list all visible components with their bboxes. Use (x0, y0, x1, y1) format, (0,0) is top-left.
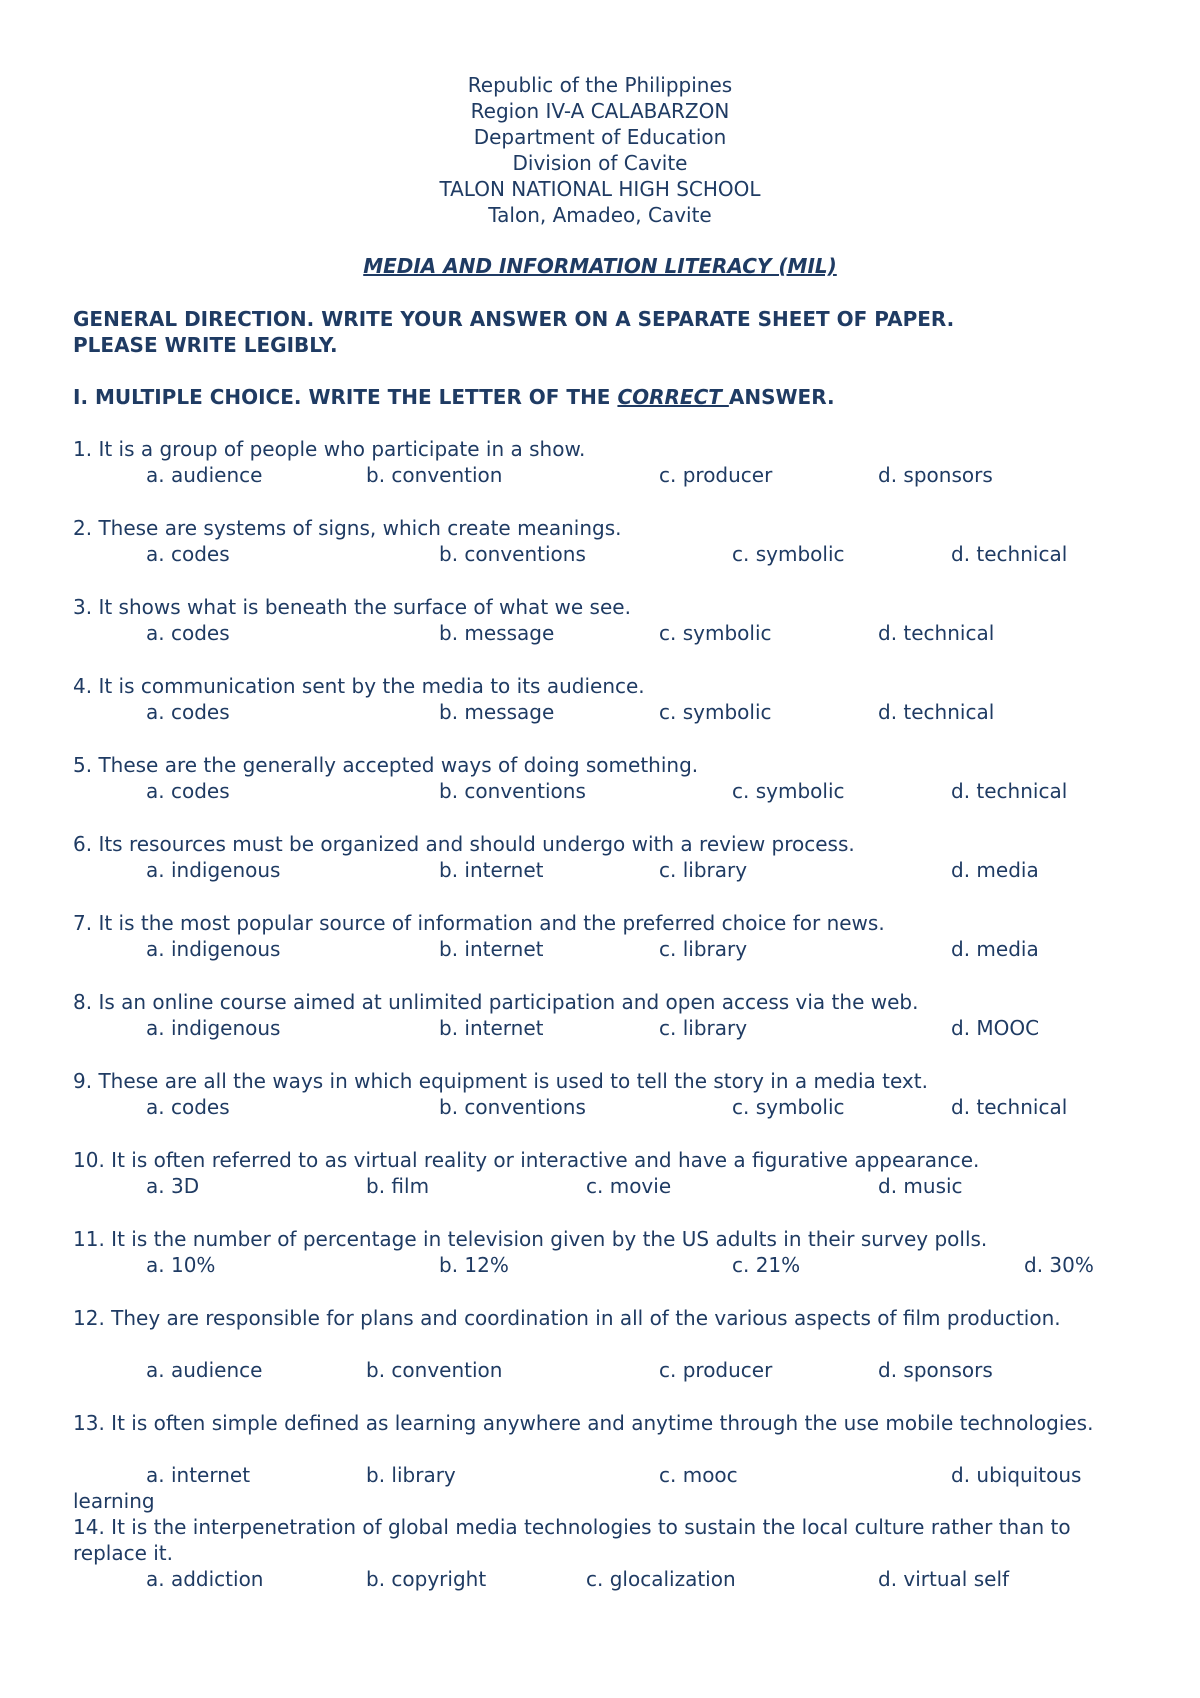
q7-option-b: b. internet (439, 937, 544, 961)
question-4: 4. It is communication sent by the media to its audience. (73, 674, 645, 698)
q9-option-b: b. conventions (439, 1095, 586, 1119)
q7-option-d: d. media (951, 937, 1039, 961)
q5-option-d: d. technical (951, 779, 1068, 803)
q3-option-a: a. codes (146, 621, 230, 645)
section-heading-emphasis: CORRECT (617, 385, 729, 409)
section-heading-tail: ANSWER. (728, 385, 835, 409)
q11-option-c: c. 21% (732, 1253, 801, 1277)
question-6: 6. Its resources must be organized and should undergo with a review process. (73, 832, 855, 856)
question-14: 14. It is the interpenetration of global media technologies to sustain the local culture rather than to replace it. (73, 1515, 1071, 1565)
general-direction-line2: PLEASE WRITE LEGIBLY. (73, 333, 338, 357)
q12-option-a: a. audience (146, 1358, 263, 1382)
q12-option-d: d. sponsors (878, 1358, 993, 1382)
q10-option-b: b. film (366, 1174, 430, 1198)
q4-option-d: d. technical (878, 700, 995, 724)
q12-option-c: c. producer (659, 1358, 773, 1382)
question-10: 10. It is often referred to as virtual reality or interactive and have a figurative appearance. (73, 1148, 980, 1172)
question-7: 7. It is the most popular source of information and the preferred choice for news. (73, 911, 885, 935)
q10-option-a: a. 3D (146, 1174, 200, 1198)
q5-option-b: b. conventions (439, 779, 586, 803)
header-school: TALON NATIONAL HIGH SCHOOL (439, 177, 761, 201)
header-region: Region IV-A CALABARZON (470, 99, 730, 123)
question-2: 2. These are systems of signs, which create meanings. (73, 516, 622, 540)
question-5: 5. These are the generally accepted ways of doing something. (73, 753, 699, 777)
exam-title: MEDIA AND INFORMATION LITERACY (MIL) (363, 254, 837, 278)
q6-option-b: b. internet (439, 858, 544, 882)
q2-option-c: c. symbolic (732, 542, 845, 566)
q11-option-b: b. 12% (439, 1253, 509, 1277)
q10-option-c: c. movie (586, 1174, 672, 1198)
q1-option-b: b. convention (366, 463, 503, 487)
q3-option-d: d. technical (878, 621, 995, 645)
q2-option-b: b. conventions (439, 542, 586, 566)
q1-option-c: c. producer (659, 463, 773, 487)
question-1: 1. It is a group of people who participate in a show. (73, 437, 586, 461)
q9-option-d: d. technical (951, 1095, 1068, 1119)
q13-option-d: d. ubiquitous (951, 1463, 1082, 1487)
q8-option-b: b. internet (439, 1016, 544, 1040)
q5-option-a: a. codes (146, 779, 230, 803)
header-address: Talon, Amadeo, Cavite (488, 203, 712, 227)
q6-option-d: d. media (951, 858, 1039, 882)
q8-option-c: c. library (659, 1016, 748, 1040)
q1-option-d: d. sponsors (878, 463, 993, 487)
q5-option-c: c. symbolic (732, 779, 845, 803)
q13-option-a: a. internet (146, 1463, 251, 1487)
header-department: Department of Education (473, 125, 727, 149)
section-heading-text: I. MULTIPLE CHOICE. WRITE THE LETTER OF THE (73, 385, 618, 409)
q3-option-c: c. symbolic (659, 621, 772, 645)
q13-option-c: c. mooc (659, 1463, 738, 1487)
header-republic: Republic of the Philippines (467, 73, 733, 97)
q9-option-c: c. symbolic (732, 1095, 845, 1119)
q6-option-c: c. library (659, 858, 748, 882)
q14-option-b: b. copyright (366, 1567, 487, 1591)
q4-option-b: b. message (439, 700, 555, 724)
q4-option-c: c. symbolic (659, 700, 772, 724)
q14-option-c: c. glocalization (586, 1567, 736, 1591)
q7-option-a: a. indigenous (146, 937, 281, 961)
q12-option-b: b. convention (366, 1358, 503, 1382)
section-heading (73, 384, 835, 410)
question-12: 12. They are responsible for plans and coordination in all of the various aspects of film production. (73, 1306, 1061, 1330)
header-division: Division of Cavite (512, 151, 688, 175)
question-3: 3. It shows what is beneath the surface of what we see. (73, 595, 631, 619)
q11-option-d: d. 30% (1024, 1253, 1094, 1277)
q4-option-a: a. codes (146, 700, 230, 724)
q7-option-c: c. library (659, 937, 748, 961)
q8-option-d: d. MOOC (951, 1016, 1040, 1040)
q9-option-a: a. codes (146, 1095, 230, 1119)
question-13: 13. It is often simple defined as learning anywhere and anytime through the use mobile technologies. (73, 1411, 1094, 1435)
q6-option-a: a. indigenous (146, 858, 281, 882)
q10-option-d: d. music (878, 1174, 963, 1198)
question-11: 11. It is the number of percentage in television given by the US adults in their survey polls. (73, 1227, 988, 1251)
q14-option-a: a. addiction (146, 1567, 264, 1591)
q2-option-a: a. codes (146, 542, 230, 566)
q2-option-d: d. technical (951, 542, 1068, 566)
q13-option-b: b. library (366, 1463, 456, 1487)
question-9: 9. These are all the ways in which equipment is used to tell the story in a media text. (73, 1069, 928, 1093)
q3-option-b: b. message (439, 621, 555, 645)
q8-option-a: a. indigenous (146, 1016, 281, 1040)
q11-option-a: a. 10% (146, 1253, 216, 1277)
question-8: 8. Is an online course aimed at unlimited participation and open access via the web. (73, 990, 919, 1014)
q1-option-a: a. audience (146, 463, 263, 487)
q13-option-d-wrap: learning (73, 1489, 155, 1513)
general-direction-line1: GENERAL DIRECTION. WRITE YOUR ANSWER ON A SEPARATE SHEET OF PAPER. (73, 307, 955, 331)
q14-option-d: d. virtual self (878, 1567, 1010, 1591)
